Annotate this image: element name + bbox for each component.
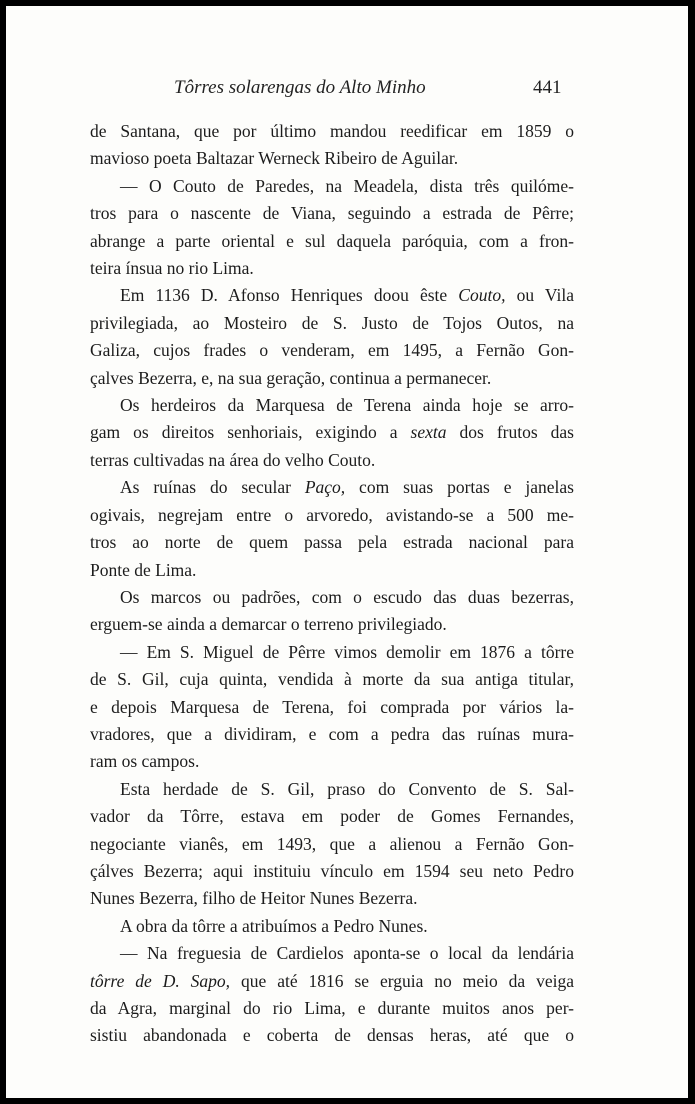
text-run: que até 1816 se erguia no meio da veiga — [230, 970, 574, 991]
paragraph — [90, 118, 574, 173]
text-line — [90, 419, 574, 446]
paragraph — [90, 173, 574, 283]
text-line: e depois Marquesa de Terena, foi comprada por vários la- — [90, 696, 574, 717]
text-run: gam os direitos senhoriais, exigindo a — [90, 422, 411, 443]
text-line: Nunes Bezerra, filho de Heitor Nunes Bezerra. — [90, 888, 418, 909]
text-line: çalves Bezerra, e, na sua geração, continua a permanecer. — [90, 367, 492, 388]
text-line: tros para o nascente de Viana, seguindo a estrada de Pêrre; — [90, 203, 574, 224]
text-line: mavioso poeta Baltazar Werneck Ribeiro de Aguilar. — [90, 148, 459, 169]
text-line: de Santana, que por último mandou reedificar em 1859 o — [90, 121, 574, 141]
text-line: Os marcos ou padrões, com o escudo das duas bezerras, — [120, 586, 574, 607]
text-line: privilegiada, ao Mosteiro de S. Justo de Tojos Outos, na — [90, 312, 574, 333]
text-line: Galiza, cujos frades o venderam, em 1495, a Fernão Gon- — [90, 340, 574, 361]
text-line: sistiu abandonada e coberta de densas heras, até que o — [90, 1025, 574, 1046]
paragraph — [90, 940, 574, 1050]
text-line: terras cultivadas na área do velho Couto. — [90, 449, 376, 470]
text-run: dos frutos das — [446, 422, 574, 443]
text-line: ogivais, negrejam entre o arvoredo, avistando-se a 500 me- — [90, 504, 574, 525]
text-line — [90, 282, 574, 309]
text-line: çálves Bezerra; aqui instituiu vínculo em 1594 seu neto Pedro — [90, 860, 574, 881]
text-line: negociante vianês, em 1493, que a alienou a Fernão Gon- — [90, 833, 574, 854]
text-line: tros ao norte de quem passa pela estrada nacional para — [90, 532, 574, 553]
paragraph — [90, 639, 574, 776]
book-page — [6, 6, 688, 1098]
text-line: Os herdeiros da Marquesa de Terena ainda hoje se arro- — [120, 395, 574, 416]
italic-term: sexta — [410, 422, 447, 443]
paragraph — [90, 474, 574, 584]
body-text — [90, 118, 574, 1050]
text-line: Esta herdade de S. Gil, praso do Convento de S. Sal- — [120, 778, 574, 799]
italic-term: Couto, — [458, 285, 506, 306]
italic-term: Paço, — [304, 477, 346, 498]
text-line: de S. Gil, cuja quinta, vendida à morte da sua antiga titular, — [90, 669, 574, 690]
paragraph — [90, 392, 574, 474]
paragraph — [90, 584, 574, 639]
text-line: vador da Tôrre, estava em poder de Gomes Fernandes, — [90, 806, 574, 827]
text-line: Ponte de Lima. — [90, 559, 197, 580]
text-line: — O Couto de Paredes, na Meadela, dista três quilóme- — [120, 175, 574, 196]
text-run: com suas portas e janelas — [345, 477, 574, 498]
text-line: abrange a parte oriental e sul daquela paróquia, com a fron- — [90, 230, 574, 251]
text-line — [90, 968, 574, 995]
text-line: A obra da tôrre a atribuímos a Pedro Nunes. — [120, 915, 428, 936]
text-line — [90, 474, 574, 501]
text-line: teira ínsua no rio Lima. — [90, 258, 254, 279]
text-run: Em 1136 D. Afonso Henriques doou êste — [120, 285, 459, 306]
paragraph — [90, 776, 574, 913]
italic-term: tôrre de D. Sapo, — [90, 970, 231, 991]
text-line: ram os campos. — [90, 751, 200, 772]
text-run: ou Vila — [505, 285, 574, 306]
running-title: Tôrres solarengas do Alto Minho — [174, 77, 426, 98]
text-line: — Na freguesia de Cardielos aponta-se o local da lendária — [120, 943, 574, 964]
page-number: 441 — [533, 77, 562, 98]
paragraph — [90, 282, 574, 392]
text-line: da Agra, marginal do rio Lima, e durante muitos anos per- — [90, 998, 574, 1018]
text-line: — Em S. Miguel de Pêrre vimos demolir em 1876 a tôrre — [120, 641, 574, 662]
paragraph — [90, 913, 574, 940]
text-line: erguem-se ainda a demarcar o terreno privilegiado. — [90, 614, 447, 635]
text-run: As ruínas do secular — [120, 477, 305, 498]
text-line: vradores, que a dividiram, e com a pedra das ruínas mura- — [90, 723, 574, 744]
page-header — [6, 77, 688, 103]
